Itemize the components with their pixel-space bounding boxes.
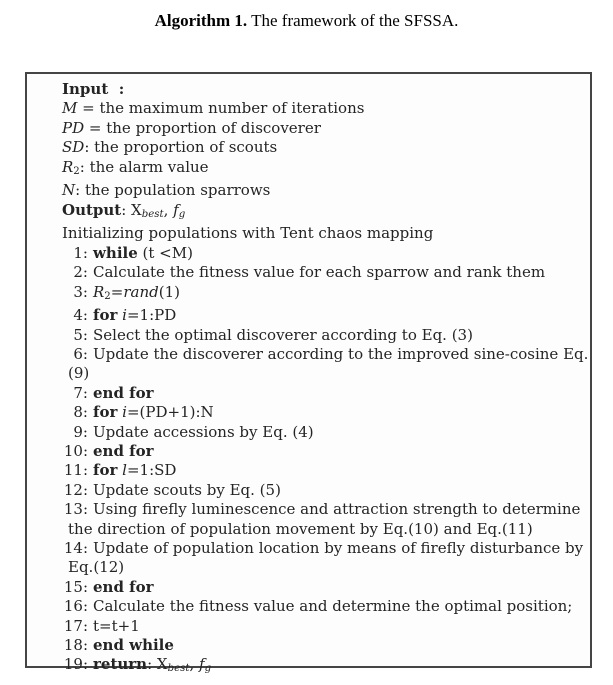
line-text: Using firefly luminescence and attraction strength to determine xyxy=(93,500,581,519)
line-text: Input : xyxy=(62,80,125,98)
line-text: Output: $X_{best}$, $f_g$ xyxy=(62,200,186,220)
line-number: 16: xyxy=(63,597,88,616)
line-text: for i=(PD+1):N xyxy=(93,403,214,422)
algorithm-line xyxy=(62,617,584,636)
line-text: Calculate the fitness value for each sparrow and rank them xyxy=(93,263,546,282)
line-text: $R_2=rand(1)$ xyxy=(93,282,180,302)
line-text: $R_2$: the alarm value xyxy=(62,157,209,177)
line-number: 10: xyxy=(63,442,88,461)
line-text: while (t <M) xyxy=(93,243,193,262)
line-text: N: the population sparrows xyxy=(62,181,271,200)
algorithm-line xyxy=(62,423,584,442)
algorithm-box xyxy=(25,72,592,675)
line-text: end for xyxy=(93,442,154,461)
line-text: Update of population location by means of firefly disturbance by xyxy=(93,539,584,558)
algorithm-line-continuation xyxy=(62,558,584,577)
algorithm-line xyxy=(62,201,584,225)
line-number: 12: xyxy=(63,480,88,499)
line-number: 11: xyxy=(63,461,88,480)
line-number: 6: xyxy=(73,344,88,363)
line-number: 1: xyxy=(73,243,88,262)
algorithm-line-continuation xyxy=(62,364,584,383)
line-text: Calculate the fitness value and determine the optimal position; xyxy=(93,597,573,616)
algorithm-line-continuation xyxy=(62,520,584,539)
algorithm-line xyxy=(62,384,584,403)
line-number: 15: xyxy=(63,577,88,596)
algorithm-line xyxy=(62,539,584,558)
line-text: (9) xyxy=(68,364,90,383)
algorithm-line xyxy=(62,224,584,243)
algorithm-figure xyxy=(0,11,613,675)
algorithm-line xyxy=(62,138,584,157)
line-text: t=t+1 xyxy=(93,616,140,635)
line-number: 14: xyxy=(63,539,88,558)
algorithm-line xyxy=(62,119,584,138)
line-number: 4: xyxy=(73,306,88,325)
line-text: return: $X_{best}$, $f_g$ xyxy=(93,655,212,675)
line-number: 9: xyxy=(73,422,88,441)
line-number: 18: xyxy=(63,636,88,655)
line-number: 2: xyxy=(73,263,88,282)
line-text: for i=1:PD xyxy=(93,306,177,325)
algorithm-line xyxy=(62,263,584,282)
line-text: the direction of population movement by Eq.(10) and Eq.(11) xyxy=(68,519,533,538)
algorithm-line xyxy=(62,578,584,597)
line-number: 17: xyxy=(63,616,88,635)
line-text: Update scouts by Eq. (5) xyxy=(93,480,281,499)
line-text: Update the discoverer according to the improved sine-cosine Eq. xyxy=(93,344,589,363)
line-number: 5: xyxy=(73,325,88,344)
line-number: 13: xyxy=(63,500,88,519)
algorithm-line xyxy=(62,461,584,480)
line-number: 8: xyxy=(73,403,88,422)
line-text: Update accessions by Eq. (4) xyxy=(93,422,314,441)
line-number: 19: xyxy=(63,655,88,674)
algorithm-line xyxy=(62,500,584,519)
line-text: end while xyxy=(93,636,174,655)
algorithm-line xyxy=(62,442,584,461)
algorithm-line xyxy=(62,283,584,307)
algorithm-line xyxy=(62,244,584,263)
algorithm-line xyxy=(62,99,584,118)
algorithm-line xyxy=(62,326,584,345)
algorithm-line xyxy=(62,403,584,422)
algorithm-line xyxy=(62,597,584,616)
line-text: SD: the proportion of scouts xyxy=(62,138,278,157)
algorithm-line xyxy=(62,158,584,182)
line-text: end for xyxy=(93,383,154,402)
line-number: 7: xyxy=(73,383,88,402)
algorithm-line xyxy=(62,181,584,200)
line-text: PD = the proportion of discoverer xyxy=(62,118,321,137)
line-text: Initializing populations with Tent chaos mapping xyxy=(62,224,434,243)
algorithm-line xyxy=(62,481,584,500)
algorithm-line xyxy=(62,636,584,655)
algorithm-caption-label: Algorithm 1. xyxy=(154,11,248,30)
line-text: M = the maximum number of iterations xyxy=(62,99,365,118)
algorithm-caption xyxy=(0,11,613,31)
algorithm-caption-text: The framework of the SFSSA. xyxy=(247,11,459,30)
algorithm-line xyxy=(62,80,584,99)
line-number: 3: xyxy=(73,282,88,301)
algorithm-line xyxy=(62,655,584,679)
line-text: end for xyxy=(93,577,154,596)
line-text: Select the optimal discoverer according to Eq. (3) xyxy=(93,325,473,344)
line-text: Eq.(12) xyxy=(68,558,125,577)
line-text: for l=1:SD xyxy=(93,461,177,480)
algorithm-line xyxy=(62,344,589,364)
algorithm-line xyxy=(62,306,584,325)
